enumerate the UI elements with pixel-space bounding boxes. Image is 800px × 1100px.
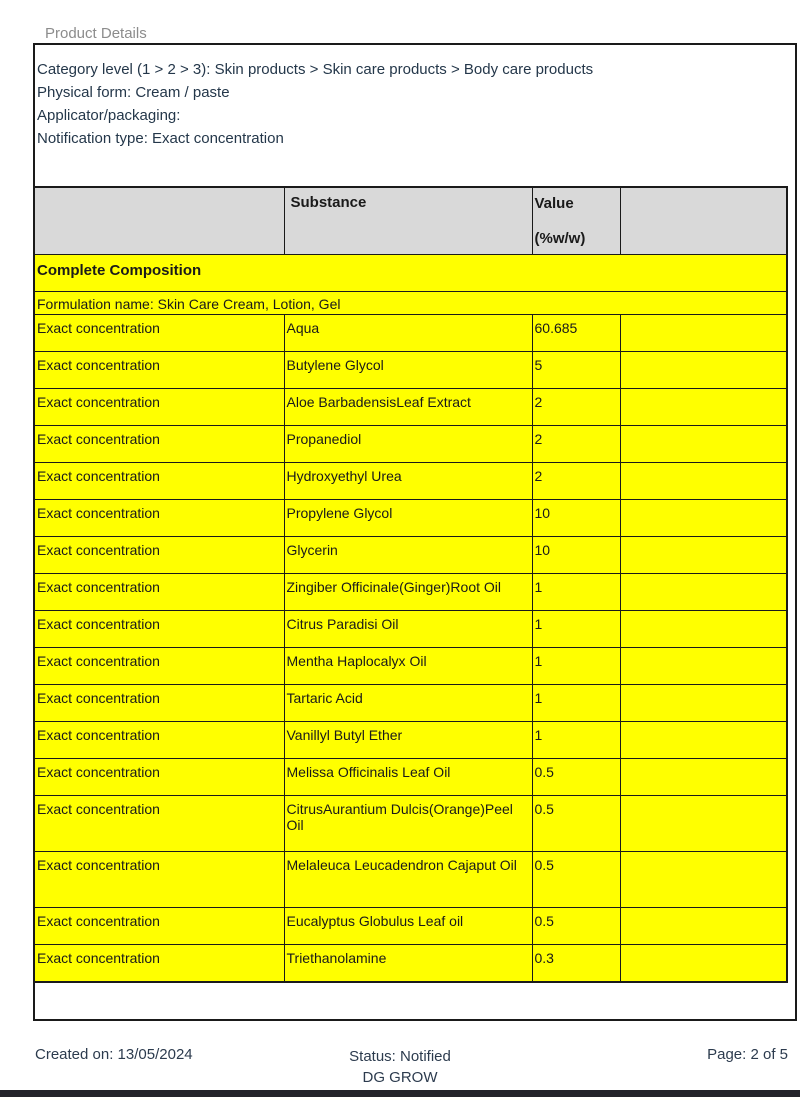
notification-type-cell: Exact concentration — [34, 315, 284, 352]
notification-type-cell: Exact concentration — [34, 389, 284, 426]
table-row — [34, 352, 787, 389]
notification-type-line: Notification type: Exact concentration — [37, 130, 284, 147]
table-row — [34, 537, 787, 574]
empty-cell — [620, 852, 787, 908]
table-row — [34, 648, 787, 685]
value-header-cell — [532, 187, 620, 255]
empty-cell — [620, 426, 787, 463]
notification-type-cell: Exact concentration — [34, 352, 284, 389]
substance-cell: CitrusAurantium Dulcis(Orange)Peel Oil — [284, 796, 532, 852]
substance-cell: Butylene Glycol — [284, 352, 532, 389]
substance-cell: Aloe BarbadensisLeaf Extract — [284, 389, 532, 426]
table-row — [34, 389, 787, 426]
value-cell: 1 — [532, 648, 620, 685]
substance-cell: Glycerin — [284, 537, 532, 574]
composition-table — [33, 186, 788, 983]
empty-cell — [620, 648, 787, 685]
product-detail-lines — [35, 58, 795, 150]
table-row — [34, 500, 787, 537]
physical-form-line: Physical form: Cream / paste — [37, 84, 230, 101]
created-on-text: Created on: 13/05/2024 — [35, 1046, 193, 1063]
notification-type-cell: Exact concentration — [34, 852, 284, 908]
empty-cell — [620, 908, 787, 945]
substance-cell: Zingiber Officinale(Ginger)Root Oil — [284, 574, 532, 611]
table-row — [34, 796, 787, 852]
status-line: Status: Notified — [349, 1048, 451, 1065]
value-cell: 60.685 — [532, 315, 620, 352]
substance-cell: Eucalyptus Globulus Leaf oil — [284, 908, 532, 945]
table-row — [34, 945, 787, 983]
applicator-packaging-line: Applicator/packaging: — [37, 107, 181, 124]
value-cell: 10 — [532, 537, 620, 574]
empty-cell — [620, 352, 787, 389]
substance-cell: Propylene Glycol — [284, 500, 532, 537]
substance-header-cell: Substance — [284, 187, 532, 255]
category-level-line: Category level (1 > 2 > 3): Skin products > Skin care products > Body care products — [37, 61, 594, 78]
notification-type-cell: Exact concentration — [34, 796, 284, 852]
substance-cell: Vanillyl Butyl Ether — [284, 722, 532, 759]
substance-cell: Propanediol — [284, 426, 532, 463]
empty-cell — [620, 574, 787, 611]
substance-cell: Aqua — [284, 315, 532, 352]
table-row — [34, 908, 787, 945]
table-header-row — [34, 187, 787, 255]
page-number-text: Page: 2 of 5 — [707, 1046, 788, 1063]
value-cell: 2 — [532, 463, 620, 500]
value-cell: 0.5 — [532, 796, 620, 852]
dg-grow-line: DG GROW — [362, 1069, 438, 1086]
substance-cell: Hydroxyethyl Urea — [284, 463, 532, 500]
value-cell: 1 — [532, 685, 620, 722]
table-row — [34, 463, 787, 500]
empty-cell — [620, 611, 787, 648]
substance-cell: Triethanolamine — [284, 945, 532, 983]
empty-cell — [620, 315, 787, 352]
value-cell: 1 — [532, 611, 620, 648]
empty-cell — [620, 759, 787, 796]
empty-cell — [620, 945, 787, 983]
notification-type-cell: Exact concentration — [34, 722, 284, 759]
table-row — [34, 852, 787, 908]
substance-cell: Tartaric Acid — [284, 685, 532, 722]
notification-type-cell: Exact concentration — [34, 759, 284, 796]
notification-type-cell: Exact concentration — [34, 945, 284, 983]
value-cell: 5 — [532, 352, 620, 389]
value-cell: 0.5 — [532, 759, 620, 796]
table-row — [34, 759, 787, 796]
empty-cell — [620, 722, 787, 759]
substance-cell: Melaleuca Leucadendron Cajaput Oil — [284, 852, 532, 908]
section-title-cell: Complete Composition — [34, 255, 787, 292]
empty-cell — [620, 685, 787, 722]
value-cell: 1 — [532, 574, 620, 611]
product-details-box — [33, 43, 797, 1021]
substance-cell: Melissa Officinalis Leaf Oil — [284, 759, 532, 796]
value-header-line2: (%w/w) — [534, 230, 586, 247]
extra-header-cell — [620, 187, 787, 255]
value-header-line1: Value — [534, 195, 574, 212]
notification-type-cell: Exact concentration — [34, 426, 284, 463]
page-title: Product Details — [45, 25, 147, 42]
formulation-name-row — [34, 292, 787, 315]
value-cell: 2 — [532, 389, 620, 426]
table-row — [34, 426, 787, 463]
substance-cell: Mentha Haplocalyx Oil — [284, 648, 532, 685]
notification-type-cell: Exact concentration — [34, 463, 284, 500]
empty-cell — [620, 389, 787, 426]
notification-type-cell: Exact concentration — [34, 500, 284, 537]
table-row — [34, 722, 787, 759]
notification-type-cell: Exact concentration — [34, 537, 284, 574]
type-header-cell — [34, 187, 284, 255]
value-cell: 0.5 — [532, 852, 620, 908]
composition-rows — [34, 315, 787, 983]
notification-type-cell: Exact concentration — [34, 685, 284, 722]
notification-type-cell: Exact concentration — [34, 611, 284, 648]
value-cell: 0.3 — [532, 945, 620, 983]
empty-cell — [620, 500, 787, 537]
value-cell: 1 — [532, 722, 620, 759]
empty-cell — [620, 463, 787, 500]
formulation-name-cell: Formulation name: Skin Care Cream, Lotion, Gel — [34, 292, 787, 315]
footer-bar — [0, 1090, 800, 1097]
empty-cell — [620, 537, 787, 574]
table-row — [34, 315, 787, 352]
table-row — [34, 685, 787, 722]
notification-type-cell: Exact concentration — [34, 574, 284, 611]
value-cell: 0.5 — [532, 908, 620, 945]
section-title-row — [34, 255, 787, 292]
table-row — [34, 574, 787, 611]
notification-type-cell: Exact concentration — [34, 648, 284, 685]
table-row — [34, 611, 787, 648]
status-text — [0, 1046, 800, 1088]
substance-cell: Citrus Paradisi Oil — [284, 611, 532, 648]
notification-type-cell: Exact concentration — [34, 908, 284, 945]
empty-cell — [620, 796, 787, 852]
value-cell: 2 — [532, 426, 620, 463]
value-cell: 10 — [532, 500, 620, 537]
